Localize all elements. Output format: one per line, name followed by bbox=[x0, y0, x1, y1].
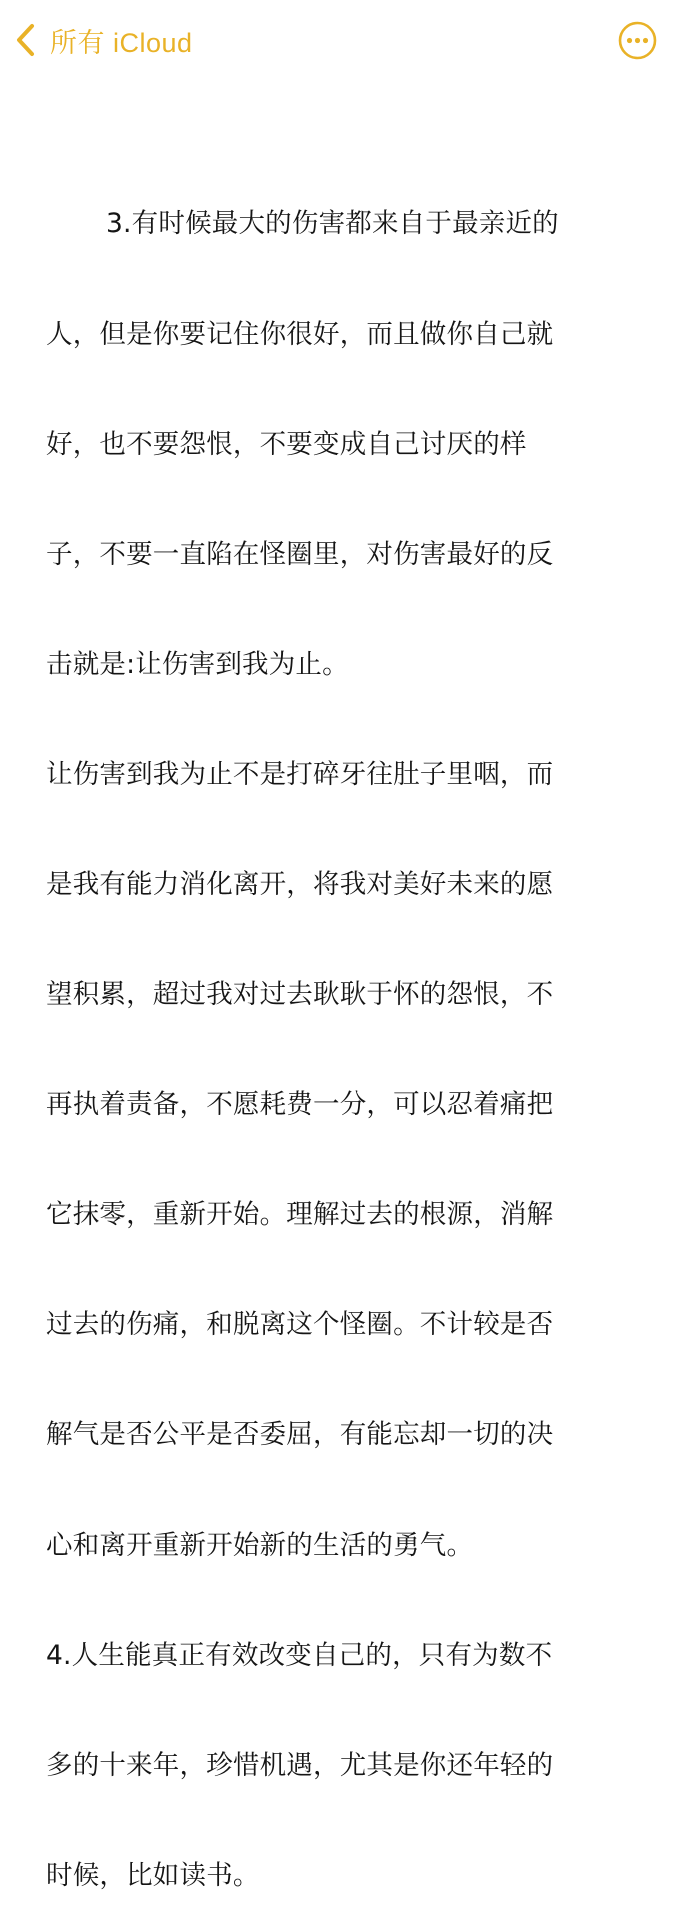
navigation-bar bbox=[0, 0, 690, 80]
ellipsis-circle-icon bbox=[618, 21, 657, 60]
note-line: 再执着责备，不愿耗费一分，可以忍着痛把 bbox=[46, 1089, 554, 1121]
note-line: 子，不要一直陷在怪圈里，对伤害最好的反 bbox=[46, 538, 554, 570]
note-line: 时候，比如读书。 bbox=[46, 1859, 260, 1891]
back-button-label: 所有 iCloud bbox=[50, 27, 193, 58]
note-line: 是我有能力消化离开，将我对美好未来的愿 bbox=[46, 868, 554, 900]
note-line: 4.人生能真正有效改变自己的，只有为数不 bbox=[46, 1639, 553, 1671]
note-line: 过去的伤痛，和脱离这个怪圈。不计较是否 bbox=[46, 1309, 554, 1341]
more-options-button[interactable] bbox=[618, 21, 657, 60]
back-button[interactable] bbox=[14, 20, 193, 60]
note-body[interactable] bbox=[46, 133, 628, 1931]
chevron-left-icon bbox=[14, 22, 36, 58]
note-line: 多的十来年，珍惜机遇，尤其是你还年轻的 bbox=[46, 1749, 554, 1781]
note-line: 3.有时候最大的伤害都来自于最亲近的 bbox=[106, 208, 559, 240]
note-line: 让伤害到我为止不是打碎牙往肚子里咽，而 bbox=[46, 758, 554, 790]
note-line: 心和离开重新开始新的生活的勇气。 bbox=[46, 1529, 474, 1561]
note-line: 击就是:让伤害到我为止。 bbox=[46, 648, 349, 680]
note-line: 望积累，超过我对过去耿耿于怀的怨恨，不 bbox=[46, 979, 554, 1011]
note-line: 解气是否公平是否委屈，有能忘却一切的决 bbox=[46, 1419, 554, 1451]
note-line: 好，也不要怨恨，不要变成自己讨厌的样 bbox=[46, 428, 527, 460]
note-line: 它抹零，重新开始。理解过去的根源，消解 bbox=[46, 1199, 554, 1231]
note-line: 人，但是你要记住你很好，而且做你自己就 bbox=[46, 318, 554, 350]
